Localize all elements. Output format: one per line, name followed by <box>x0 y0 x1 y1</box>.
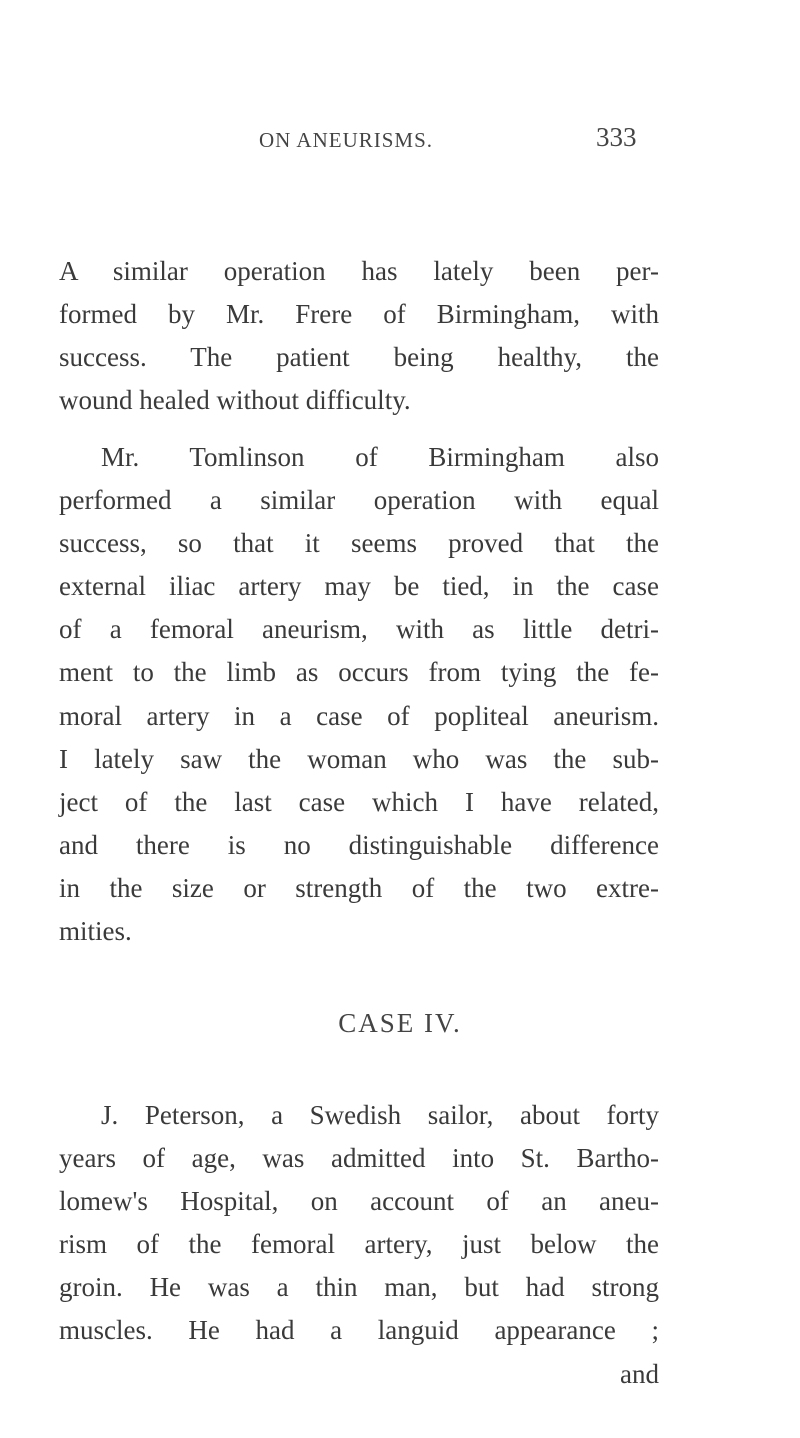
text-line: A similar operation has lately been per- <box>59 256 659 286</box>
page-number: 333 <box>596 122 637 152</box>
catchword: and <box>620 1358 659 1389</box>
text-line: muscles. He had a languid appearance ; <box>59 1315 659 1346</box>
text-line: performed a similar operation with equal <box>59 485 659 516</box>
text-line: years of age, was admitted into St. Bartho- <box>59 1143 659 1174</box>
text-line: success. The patient being healthy, the <box>59 342 659 373</box>
case-heading: CASE IV. <box>338 1008 462 1038</box>
text-line: in the size or strength of the two extre- <box>59 872 659 903</box>
text-line: formed by Mr. Frere of Birmingham, with <box>59 299 659 330</box>
text-line: external iliac artery may be tied, in the case <box>59 571 659 602</box>
text-line: lomew's Hospital, on account of an aneu- <box>59 1186 659 1217</box>
text-line: moral artery in a case of popliteal aneurism. <box>59 700 659 731</box>
text-line: Mr. Tomlinson of Birmingham also <box>101 442 659 472</box>
text-line: I lately saw the woman who was the sub- <box>59 743 659 774</box>
paragraph-tomlinson-operation <box>59 436 659 953</box>
text-line: of a femoral aneurism, with as little detri- <box>59 614 659 645</box>
text-line: wound healed without difficulty. <box>59 385 411 416</box>
text-line: mities. <box>59 916 132 947</box>
running-title: ON ANEURISMS. <box>259 128 434 152</box>
text-line: J. Peterson, a Swedish sailor, about forty <box>101 1100 659 1130</box>
text-line: rism of the femoral artery, just below the <box>59 1229 659 1260</box>
paragraph-case-four <box>59 1094 659 1396</box>
text-line: groin. He was a thin man, but had strong <box>59 1272 659 1303</box>
text-line: ment to the limb as occurs from tying the fe- <box>59 657 659 688</box>
text-line: ject of the last case which I have related, <box>59 786 659 817</box>
paragraph-frere-operation <box>59 250 659 422</box>
text-line: and there is no distinguishable difference <box>59 829 659 860</box>
text-line: success, so that it seems proved that the <box>59 528 659 559</box>
